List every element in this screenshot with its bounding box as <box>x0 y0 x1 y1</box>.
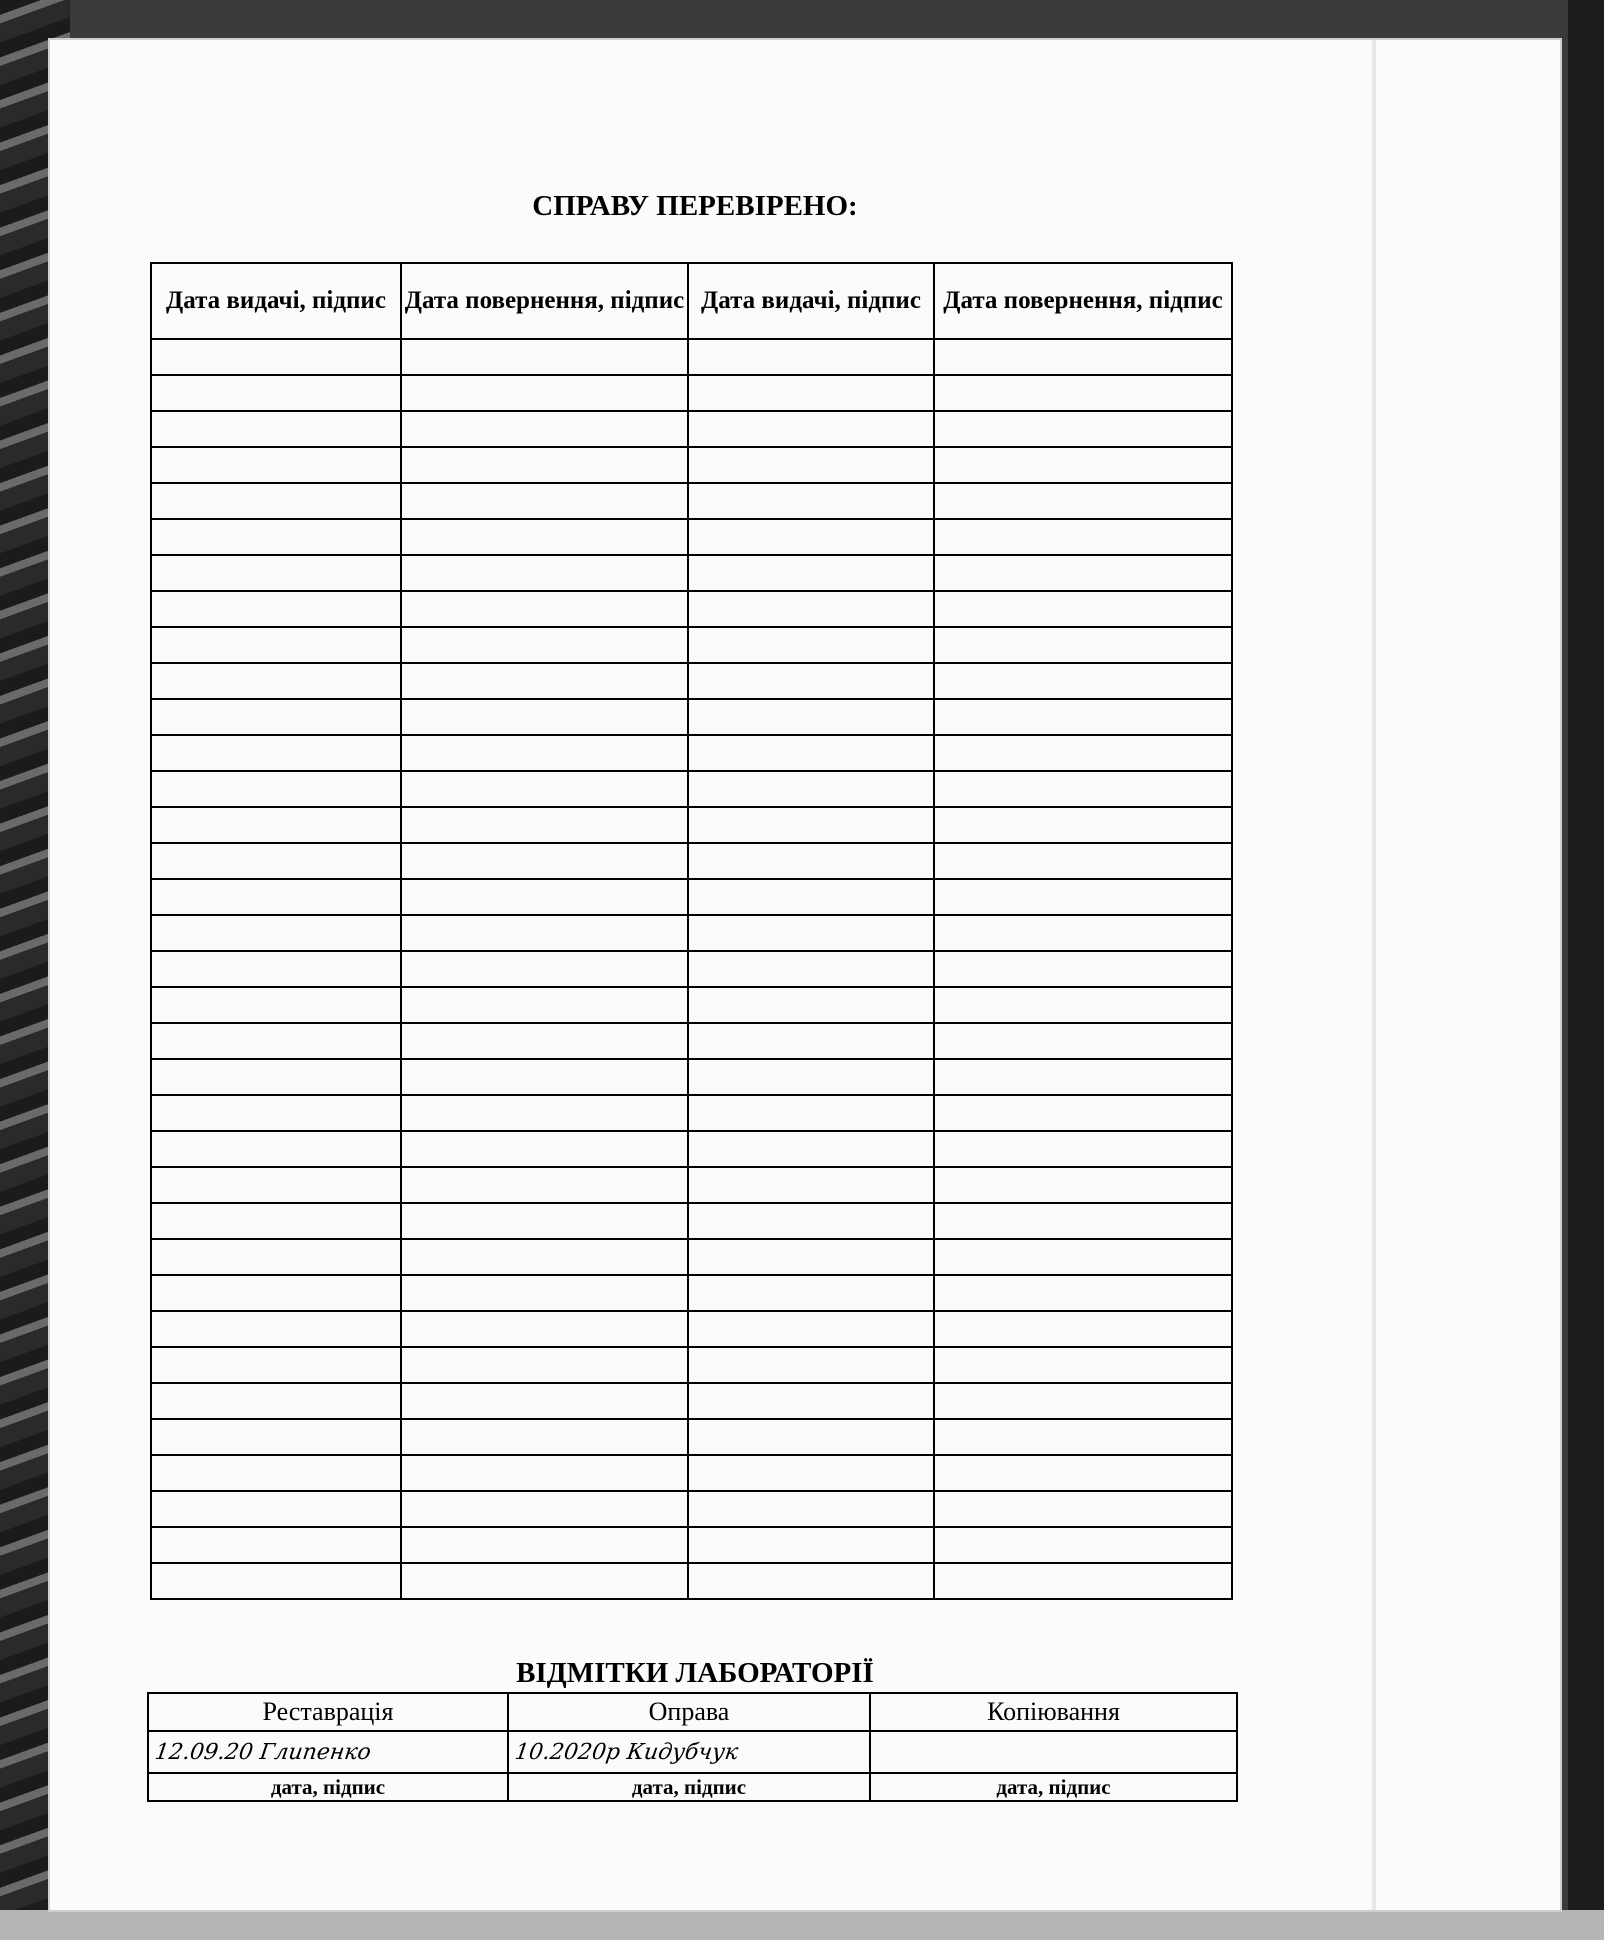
copying-header: Копіювання <box>870 1693 1237 1731</box>
checkout-table-row <box>151 447 1232 483</box>
checkout-table-row <box>151 1455 1232 1491</box>
checkout-table-cell <box>934 519 1232 555</box>
lab-table-header-row <box>148 1693 1237 1731</box>
checkout-table-cell <box>401 375 688 411</box>
checkout-table-cell <box>934 1167 1232 1203</box>
checkout-table-cell <box>934 339 1232 375</box>
checkout-table-cell <box>688 879 934 915</box>
checkout-table-cell <box>401 699 688 735</box>
checkout-table-row <box>151 915 1232 951</box>
checkout-table-cell <box>151 339 401 375</box>
checkout-table-cell <box>401 1491 688 1527</box>
checkout-table-cell <box>688 447 934 483</box>
checkout-table-row <box>151 1563 1232 1599</box>
checkout-table-cell <box>151 951 401 987</box>
checkout-table-row <box>151 591 1232 627</box>
checkout-table-row <box>151 1527 1232 1563</box>
checkout-table-cell <box>688 1239 934 1275</box>
checkout-table-cell <box>688 519 934 555</box>
checkout-table-cell <box>401 951 688 987</box>
checkout-table-cell <box>401 843 688 879</box>
checkout-table-cell <box>151 1203 401 1239</box>
checkout-table-cell <box>934 1383 1232 1419</box>
checkout-table-cell <box>688 1095 934 1131</box>
checkout-table-cell <box>151 1059 401 1095</box>
checkout-table-cell <box>401 1563 688 1599</box>
checkout-table-cell <box>151 1455 401 1491</box>
checkout-table-row <box>151 1131 1232 1167</box>
checkout-table-cell <box>151 1275 401 1311</box>
checkout-table-cell <box>688 663 934 699</box>
checkout-table-cell <box>934 843 1232 879</box>
checkout-table-cell <box>401 1311 688 1347</box>
checkout-table-row <box>151 951 1232 987</box>
checkout-table-cell <box>688 483 934 519</box>
checkout-table-row <box>151 879 1232 915</box>
page-fold-edge <box>1372 40 1376 1910</box>
checkout-table-cell <box>401 1167 688 1203</box>
checkout-table-cell <box>401 1383 688 1419</box>
checkout-table-cell <box>401 1203 688 1239</box>
checkout-table-row <box>151 411 1232 447</box>
checkout-table-cell <box>151 915 401 951</box>
checkout-table-cell <box>934 987 1232 1023</box>
checkout-table-cell <box>401 483 688 519</box>
checkout-table-cell <box>151 1527 401 1563</box>
checkout-table-row <box>151 1167 1232 1203</box>
checkout-table-cell <box>934 1563 1232 1599</box>
checkout-table-cell <box>401 1239 688 1275</box>
checkout-table-cell <box>688 951 934 987</box>
checkout-table-cell <box>401 663 688 699</box>
checkout-table-cell <box>934 1455 1232 1491</box>
binding-signature <box>508 1731 870 1773</box>
checkout-table-cell <box>934 771 1232 807</box>
handwritten-entry: 12.09.20 Глипенко <box>153 1739 373 1765</box>
checkout-table-cell <box>401 1275 688 1311</box>
checkout-table-cell <box>401 1419 688 1455</box>
checkout-table-row <box>151 555 1232 591</box>
checkout-table-row <box>151 699 1232 735</box>
checkout-table-cell <box>934 735 1232 771</box>
checkout-table-cell <box>688 1347 934 1383</box>
checkout-table-row <box>151 627 1232 663</box>
checkout-table-cell <box>151 375 401 411</box>
checkout-table-row <box>151 1419 1232 1455</box>
checkout-table-cell <box>151 1023 401 1059</box>
checkout-table-cell <box>401 1059 688 1095</box>
handwritten-entry: 10.2020р Кидубчук <box>513 1739 740 1765</box>
checkout-table-cell <box>934 1239 1232 1275</box>
checkout-table-cell <box>688 555 934 591</box>
checkout-table-row <box>151 1383 1232 1419</box>
checkout-table-cell <box>688 375 934 411</box>
checkout-table-row <box>151 663 1232 699</box>
checkout-table-cell <box>401 735 688 771</box>
checkout-table-cell <box>688 1311 934 1347</box>
checkout-table-cell <box>151 1347 401 1383</box>
checkout-table-cell <box>151 1239 401 1275</box>
checkout-table-cell <box>151 843 401 879</box>
checkout-table-cell <box>934 879 1232 915</box>
checkout-table-row <box>151 1491 1232 1527</box>
checkout-table-cell <box>401 915 688 951</box>
checkout-table-cell <box>934 591 1232 627</box>
checkout-table-cell <box>934 375 1232 411</box>
checkout-table-cell <box>934 1491 1232 1527</box>
checkout-table-cell <box>401 807 688 843</box>
checkout-table-cell <box>151 735 401 771</box>
checkout-table-cell <box>688 807 934 843</box>
checkout-table-row <box>151 375 1232 411</box>
checkout-table-cell <box>151 987 401 1023</box>
checkout-table-cell <box>688 411 934 447</box>
checkout-table-row <box>151 483 1232 519</box>
checkout-table <box>150 262 1233 1600</box>
checkout-table-cell <box>401 447 688 483</box>
checkout-table-cell <box>688 1527 934 1563</box>
checkout-table-cell <box>688 771 934 807</box>
checkout-table-cell <box>688 1491 934 1527</box>
checkout-table-cell <box>151 1311 401 1347</box>
checkout-table-cell <box>688 987 934 1023</box>
date-signature-caption: дата, підпис <box>148 1773 508 1801</box>
checkout-table-cell <box>934 1023 1232 1059</box>
checkout-table-cell <box>401 519 688 555</box>
checkout-table-cell <box>688 1455 934 1491</box>
checkout-table-row <box>151 1095 1232 1131</box>
copying-signature <box>870 1731 1237 1773</box>
checkout-table-cell <box>401 627 688 663</box>
checkout-table-cell <box>934 807 1232 843</box>
checkout-table-cell <box>688 1167 934 1203</box>
checkout-table-cell <box>151 555 401 591</box>
checkout-table-cell <box>151 1167 401 1203</box>
checkout-table-cell <box>401 987 688 1023</box>
checkout-table-row <box>151 339 1232 375</box>
checkout-table-cell <box>151 807 401 843</box>
checkout-table-cell <box>688 915 934 951</box>
checkout-table-cell <box>934 1059 1232 1095</box>
binding-header: Оправа <box>508 1693 870 1731</box>
checkout-table-cell <box>934 627 1232 663</box>
checkout-table-cell <box>688 1563 934 1599</box>
checkout-table-row <box>151 1203 1232 1239</box>
checkout-table-cell <box>401 591 688 627</box>
checkout-table-row <box>151 1311 1232 1347</box>
checkout-table-row <box>151 807 1232 843</box>
lab-table-caption-row <box>148 1773 1237 1801</box>
checkout-table-cell <box>934 915 1232 951</box>
return-date-header: Дата повернення, підпис <box>934 263 1232 339</box>
checkout-table-cell <box>151 663 401 699</box>
checkout-table-cell <box>934 1095 1232 1131</box>
checkout-table-cell <box>151 1131 401 1167</box>
checkout-table-body <box>151 339 1232 1599</box>
checkout-table-row <box>151 771 1232 807</box>
checkout-table-cell <box>934 483 1232 519</box>
checkout-table-cell <box>688 1419 934 1455</box>
checkout-table-cell <box>934 699 1232 735</box>
checkout-table-cell <box>934 1203 1232 1239</box>
checkout-table-row <box>151 1275 1232 1311</box>
checkout-table-cell <box>688 1023 934 1059</box>
checkout-table-cell <box>934 1311 1232 1347</box>
checkout-table-cell <box>401 339 688 375</box>
page-title: СПРАВУ ПЕРЕВІРЕНО: <box>532 190 858 222</box>
checkout-table-cell <box>401 1455 688 1491</box>
checkout-table-row <box>151 843 1232 879</box>
checkout-table-cell <box>401 1131 688 1167</box>
checkout-table-cell <box>151 879 401 915</box>
checkout-table-cell <box>688 339 934 375</box>
checkout-table-row <box>151 735 1232 771</box>
checkout-table-cell <box>688 591 934 627</box>
checkout-table-cell <box>401 1347 688 1383</box>
checkout-table-cell <box>688 699 934 735</box>
checkout-table-cell <box>688 1131 934 1167</box>
checkout-table-cell <box>934 663 1232 699</box>
checkout-table-cell <box>688 843 934 879</box>
checkout-table-cell <box>151 411 401 447</box>
checkout-table-cell <box>688 1275 934 1311</box>
checkout-table-cell <box>151 627 401 663</box>
background-bottom-edge <box>0 1910 1604 1940</box>
checkout-table-row <box>151 987 1232 1023</box>
checkout-table-cell <box>151 699 401 735</box>
checkout-table-cell <box>401 411 688 447</box>
background-right-edge <box>1568 0 1604 1940</box>
checkout-table-cell <box>688 735 934 771</box>
checkout-table-cell <box>934 1275 1232 1311</box>
checkout-table-cell <box>151 447 401 483</box>
checkout-table-cell <box>934 1527 1232 1563</box>
checkout-table-row <box>151 519 1232 555</box>
checkout-table-cell <box>401 771 688 807</box>
checkout-table-cell <box>151 1419 401 1455</box>
checkout-table-cell <box>934 1347 1232 1383</box>
checkout-table-cell <box>401 555 688 591</box>
checkout-table-cell <box>934 951 1232 987</box>
checkout-table-header-row <box>151 263 1232 339</box>
checkout-table-cell <box>151 519 401 555</box>
checkout-table-row <box>151 1239 1232 1275</box>
checkout-table-cell <box>151 771 401 807</box>
checkout-table-cell <box>934 447 1232 483</box>
checkout-table-cell <box>401 1095 688 1131</box>
date-signature-caption: дата, підпис <box>870 1773 1237 1801</box>
restoration-signature <box>148 1731 508 1773</box>
checkout-table-cell <box>401 1527 688 1563</box>
checkout-table-row <box>151 1023 1232 1059</box>
checkout-table-cell <box>401 879 688 915</box>
lab-table-signature-row <box>148 1731 1237 1773</box>
checkout-table-cell <box>934 1419 1232 1455</box>
checkout-table-cell <box>151 1563 401 1599</box>
checkout-table-cell <box>934 555 1232 591</box>
issue-date-header: Дата видачі, підпис <box>688 263 934 339</box>
restoration-header: Реставрація <box>148 1693 508 1731</box>
checkout-table-cell <box>151 1383 401 1419</box>
checkout-table-cell <box>151 1491 401 1527</box>
checkout-table-cell <box>151 483 401 519</box>
lab-marks-table <box>147 1692 1238 1802</box>
checkout-table-cell <box>688 627 934 663</box>
checkout-table-cell <box>151 591 401 627</box>
checkout-table-cell <box>688 1059 934 1095</box>
checkout-table-row <box>151 1059 1232 1095</box>
checkout-table-cell <box>934 411 1232 447</box>
date-signature-caption: дата, підпис <box>508 1773 870 1801</box>
checkout-table-cell <box>934 1131 1232 1167</box>
checkout-table-row <box>151 1347 1232 1383</box>
issue-date-header: Дата видачі, підпис <box>151 263 401 339</box>
return-date-header: Дата повернення, підпис <box>401 263 688 339</box>
checkout-table-cell <box>401 1023 688 1059</box>
checkout-table-cell <box>151 1095 401 1131</box>
checkout-table-cell <box>688 1203 934 1239</box>
checkout-table-cell <box>688 1383 934 1419</box>
lab-section-title: ВІДМІТКИ ЛАБОРАТОРІЇ <box>516 1657 874 1689</box>
